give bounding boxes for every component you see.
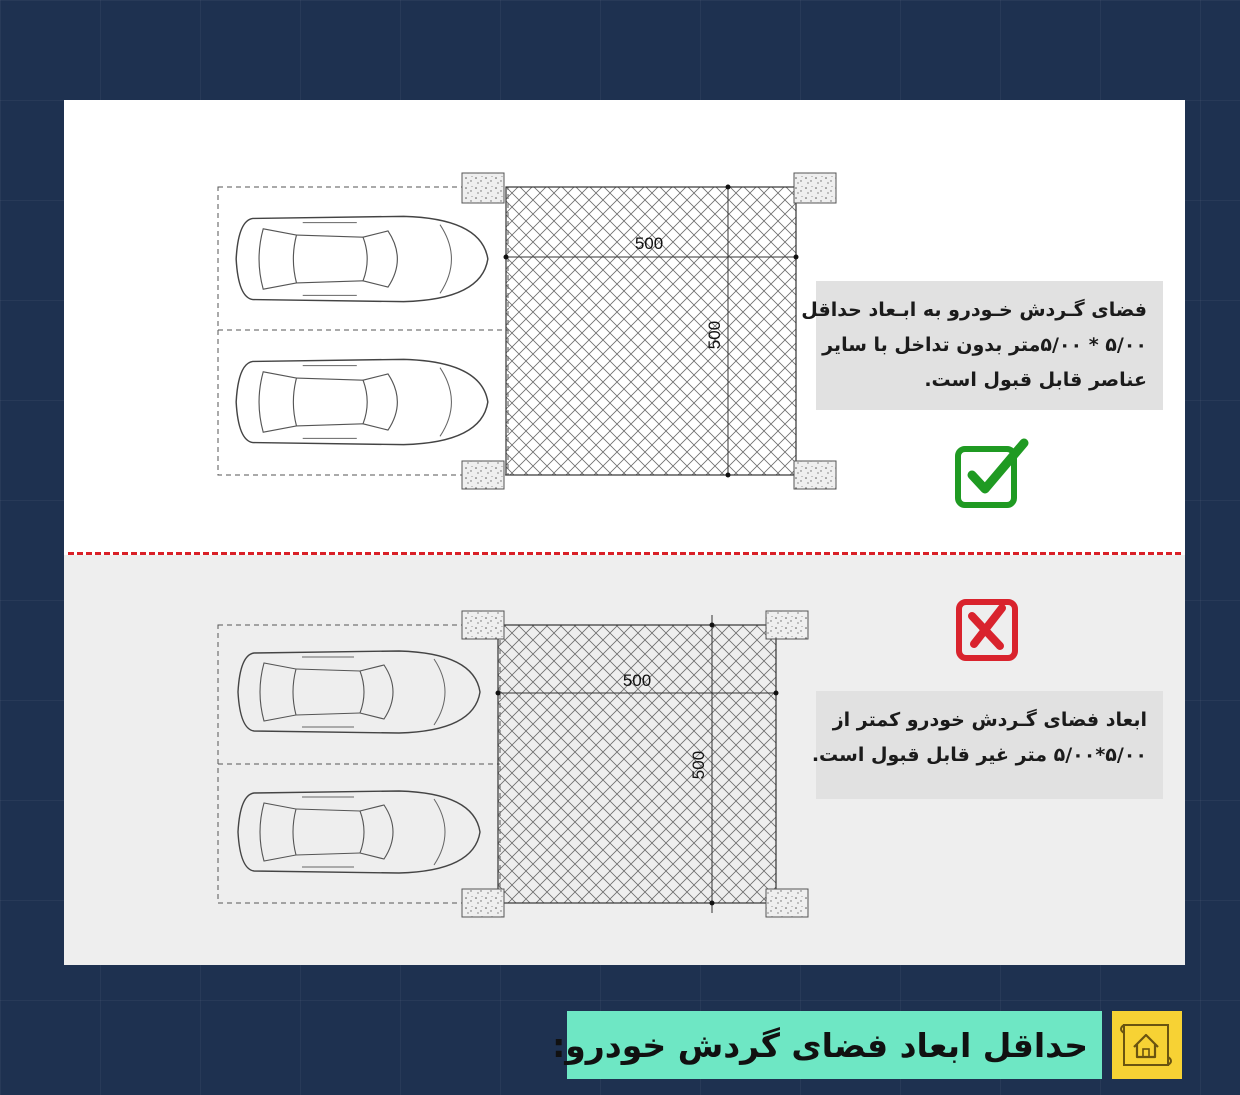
house-plan-icon bbox=[1112, 1011, 1182, 1079]
car-bottom bbox=[236, 359, 488, 444]
page-title: حداقل ابعاد فضای گردش خودرو: bbox=[552, 1025, 1088, 1065]
depth-dimension: 500 bbox=[705, 320, 724, 350]
check-icon bbox=[954, 437, 1032, 511]
turning-area bbox=[506, 187, 796, 475]
column bbox=[766, 611, 808, 639]
diagram-panel bbox=[64, 100, 1185, 965]
incorrect-parking-plan bbox=[204, 605, 824, 925]
depth-dimension: 500 bbox=[689, 750, 708, 780]
car-bottom bbox=[238, 791, 480, 873]
title-bar bbox=[552, 1011, 1102, 1079]
column bbox=[462, 889, 504, 917]
turning-area bbox=[498, 625, 776, 903]
car-top bbox=[236, 216, 488, 301]
correct-description-box bbox=[801, 281, 1163, 410]
correct-description-line: ۵/۰۰ * ۵/۰۰متر بدون تداخل با سایر bbox=[822, 334, 1147, 356]
column bbox=[462, 461, 504, 489]
section-divider bbox=[68, 552, 1181, 555]
incorrect-description-box bbox=[811, 691, 1163, 799]
cross-icon bbox=[954, 594, 1024, 664]
correct-description-line: عناصر قابل قبول است. bbox=[924, 369, 1147, 391]
column bbox=[794, 173, 836, 203]
column bbox=[462, 611, 504, 639]
column bbox=[462, 173, 504, 203]
width-dimension: 500 bbox=[622, 671, 652, 690]
column bbox=[766, 889, 808, 917]
correct-parking-plan bbox=[204, 165, 854, 500]
incorrect-description-line: ۵/۰۰*۵/۰۰ متر غیر قابل قبول است. bbox=[811, 744, 1147, 766]
column bbox=[794, 461, 836, 489]
correct-description-line: فضای گـردش خـودرو به ابـعاد حداقل bbox=[801, 299, 1147, 321]
car-top bbox=[238, 651, 480, 733]
incorrect-description-line: ابعاد فضای گـردش خودرو کمتر از bbox=[832, 709, 1147, 731]
width-dimension: 500 bbox=[634, 234, 664, 253]
